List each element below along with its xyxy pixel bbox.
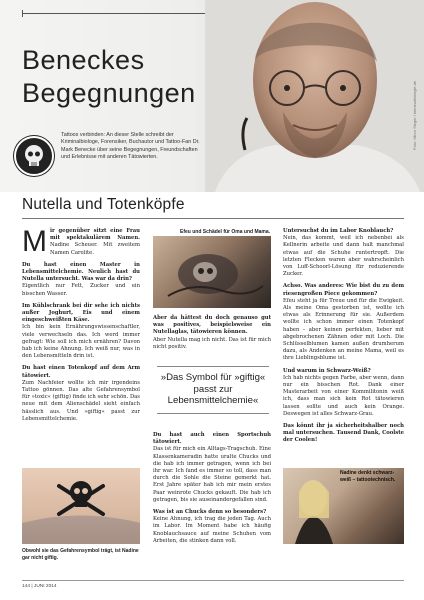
answer: Nein, das kommt, weil ich nebenbei als Kellnerin arbeite und dann halt manchmal etwas auf die Schuhe runtertropft. Die letzten Flecken waren aber wahrscheinlich von Luff-Schoorl-Lösung für reduzierende Zucker.	[283, 235, 404, 278]
answer: Ich bin kein Ernährungswissenschaftler, viele verwechseln das. Ich werd immer gefragt: Wie soll ich mich ernähren? Davon hab ich keine Ahnung. Ich weiß nur, was in den Lebensmitteln drin ist.	[22, 324, 140, 360]
column-2-continued	[153, 432, 271, 550]
question: Und warum in Schwarz-Weiß?	[283, 367, 371, 374]
intro-box	[14, 132, 200, 182]
section-rule	[22, 218, 404, 219]
question: Du hast einen Master in Lebensmittelchemie. Neulich hast du Nutella untersucht. Was war da drin?	[22, 261, 140, 283]
answer: Keine Ahnung, ich trag die jeden Tag. Auch im Labor. Im Moment habe ich häufig Knoblauchsauce auf meine Schuhen vom Arbeiten, die stinken dann voll.	[153, 516, 271, 544]
title-line-1: Beneckes	[22, 45, 145, 75]
question: Du hast auch einen Sportschuh tätowiert.	[153, 432, 271, 446]
dropcap: M	[22, 225, 47, 258]
intro-text: Tattoos verbinden: An dieser Stelle schreibt der Kriminalbiologe, Forensiker, Buchautor und Tattoo-Fan Dr. Mark Benecke über seine Begegnungen, Freundschaften und Erlebnisse mit anderen Tätowierten.	[61, 132, 200, 160]
column-2	[153, 315, 271, 356]
column-3	[283, 228, 404, 450]
question: Achso. Was anderes: Wie bist du zu dem riesengroßen Piece gekommen?	[283, 283, 404, 297]
title-line-2: Begegnungen	[22, 78, 196, 108]
question: Du hast einen Totenkopf auf dem Arm tätowiert.	[22, 365, 140, 379]
pull-quote: »Das Symbol für »giftig« passt zur Lebensmittelchemie«	[157, 366, 269, 414]
question: Das könnt ihr ja sicherheitshalber noch mal untersuchen. Tausend Dank, Coolste der Coolen!	[283, 423, 404, 444]
answer: Efeu steht ja für Treue und für die Ewigkeit. Als meine Oma gestorben ist, wollte ich etwas als Erinnerung für sie. Außerdem wollte ich schon immer einen Totenkopf haben – aber keinen perfekten, lieber mit abgebrochenen Zähnen oder mit Loch. Die Schlüsselblumen kamen außen drumherum dazu, als Andenken an meine Mama, weil es ihre Lieblingsblume ist.	[283, 297, 404, 362]
skull-icon	[16, 138, 52, 174]
header-rule	[22, 13, 222, 14]
ivy-skull-tattoo-icon	[153, 236, 271, 308]
arm-tattoo-photo	[153, 236, 271, 308]
page-title	[22, 44, 196, 110]
answer: Zum Nachfeier wollte ich mir irgendeins Tattoo gönnen. Das alte Gefahrensymbol für »toxic« (giftig) finde ich sehr schön. Das neue mit dem Alienschädel sieht einfach hässlich aus. Und »giftig« passt zur Lebensmittelchemie.	[22, 379, 140, 422]
footer-rule	[22, 580, 404, 581]
answer: Das ist für mich ein Alltags-Tragschuh. Eine Klassenkameradin hatte uralte Chucks und die hab ich immer getragen, wenn ich bei ihr war. Ich fand es immer so toll, dass man durch die Sohle die Steine gemerkt hat. Erst Jahre später hab ich mir mein erstes Paar weinrote Chucks gekauft. Die hab ich getragen, bis sie auseinandergefallen sind.	[153, 446, 271, 503]
caption-skull: Obwohl sie das Gefahrensymbol trägt, ist Nadine gar nicht giftig.	[22, 548, 139, 561]
lead-text: ir gegenüber sitzt eine Frau mit spektakulärem Namen.	[50, 228, 140, 242]
caption-arm: Efeu und Schädel für Oma und Mama.	[180, 229, 271, 235]
page-footer: 144 | JUNI 2014	[22, 584, 57, 589]
question: Was ist an Chucks denn so besonders?	[153, 509, 267, 516]
photo-credit: Foto: Mirco Sieger / kriminalbiologie.de	[412, 80, 417, 150]
lead-rest: Nadine Scheuer. Mit zweitem Namen Carolite.	[50, 242, 140, 256]
column-1	[22, 225, 140, 428]
answer: Eigentlich nur Fett, Zucker und ein bisschen Wasser.	[22, 283, 140, 297]
answer: Aber Nutella mag ich nicht. Das ist für mich nicht positiv.	[153, 336, 271, 350]
answer: Ich hab nichts gegen Farbe, aber wenn, dann nur ein bisschen Rot. Dank einer Masterarbeit von einer Kommilitonin weiß ich, dass man sich kein Rot tätowieren lassen sollte und auch kein Orange. Deswegen ist alles Schwarz-Grau.	[283, 374, 404, 417]
caption-nadine: Nadine denkt schwarz-weiß – tattootechnisch.	[340, 470, 396, 483]
hero-header	[0, 0, 424, 192]
skull-tattoo-photo	[22, 468, 140, 544]
question: Aber da hättest du doch genauso gut was positives, beispielsweise ein Nutellaglas, tätowieren können.	[153, 315, 271, 336]
skull-logo-icon	[14, 136, 54, 176]
question: Im Kühlschrank bei dir sehe ich nichts außer Joghurt, Eis und einem eingeschweißten Käse.	[22, 302, 140, 324]
portrait-photo	[205, 0, 424, 192]
skull-crossbones-icon	[22, 468, 140, 544]
section-title: Nutella und Totenköpfe	[22, 196, 185, 213]
question: Untersuchst du im Labor Knoblauch?	[283, 228, 394, 234]
